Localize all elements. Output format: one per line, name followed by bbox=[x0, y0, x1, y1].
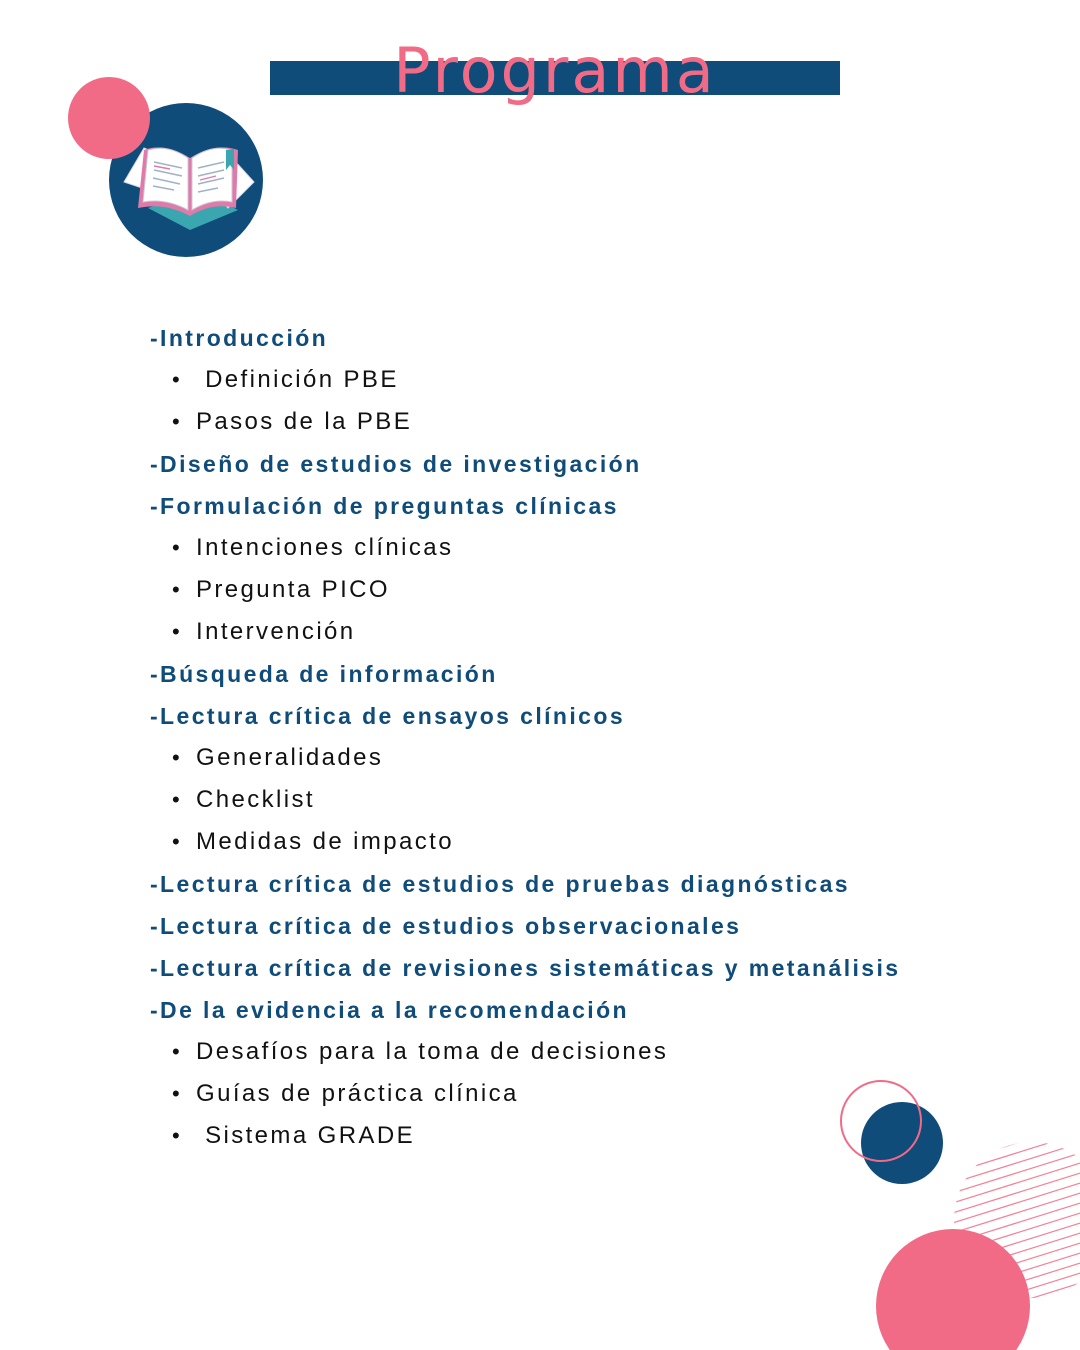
corner-decoration bbox=[830, 1070, 1080, 1350]
program-item-text: Sistema GRADE bbox=[196, 1122, 415, 1149]
bullet-icon: • bbox=[172, 577, 183, 602]
program-item-text: Intenciones clínicas bbox=[196, 534, 454, 561]
program-item-text: Intervención bbox=[196, 618, 356, 645]
program-item-text: Pregunta PICO bbox=[196, 576, 390, 603]
program-item bbox=[150, 1031, 1050, 1073]
program-item bbox=[150, 821, 1050, 863]
program-item-text: Medidas de impacto bbox=[196, 828, 454, 855]
program-item-text: Pasos de la PBE bbox=[196, 408, 413, 435]
bullet-icon: • bbox=[172, 1123, 183, 1148]
bullet-icon: • bbox=[172, 535, 183, 560]
bullet-icon: • bbox=[172, 745, 183, 770]
program-item bbox=[150, 737, 1050, 779]
program-item-text: Checklist bbox=[196, 786, 315, 813]
program-section: -Lectura crítica de revisiones sistemáticas y metanálisis bbox=[150, 955, 901, 981]
bullet-icon: • bbox=[172, 1081, 183, 1106]
program-item-text: Guías de práctica clínica bbox=[196, 1080, 519, 1107]
program-item-text: Generalidades bbox=[196, 744, 384, 771]
program-section: -De la evidencia a la recomendación bbox=[150, 997, 629, 1023]
program-item bbox=[150, 611, 1050, 653]
program-section: -Lectura crítica de estudios observacionales bbox=[150, 913, 742, 939]
program-section: -Formulación de preguntas clínicas bbox=[150, 493, 619, 519]
bullet-icon: • bbox=[172, 367, 183, 392]
book-badge bbox=[60, 70, 280, 270]
page-title: Programa bbox=[393, 34, 717, 107]
program-list bbox=[150, 317, 1050, 1157]
program-item bbox=[150, 569, 1050, 611]
program-section: -Introducción bbox=[150, 325, 329, 351]
program-item bbox=[150, 359, 1050, 401]
program-section: -Lectura crítica de ensayos clínicos bbox=[150, 703, 626, 729]
program-item-text: Definición PBE bbox=[196, 366, 399, 393]
program-item-text: Desafíos para la toma de decisiones bbox=[196, 1038, 669, 1065]
program-item bbox=[150, 779, 1050, 821]
program-item bbox=[150, 527, 1050, 569]
bullet-icon: • bbox=[172, 1039, 183, 1064]
bullet-icon: • bbox=[172, 619, 183, 644]
program-section: -Lectura crítica de estudios de pruebas diagnósticas bbox=[150, 871, 850, 897]
program-section: -Búsqueda de información bbox=[150, 661, 498, 687]
bullet-icon: • bbox=[172, 787, 183, 812]
program-section: -Diseño de estudios de investigación bbox=[150, 451, 642, 477]
program-item bbox=[150, 401, 1050, 443]
bullet-icon: • bbox=[172, 829, 183, 854]
bullet-icon: • bbox=[172, 409, 183, 434]
